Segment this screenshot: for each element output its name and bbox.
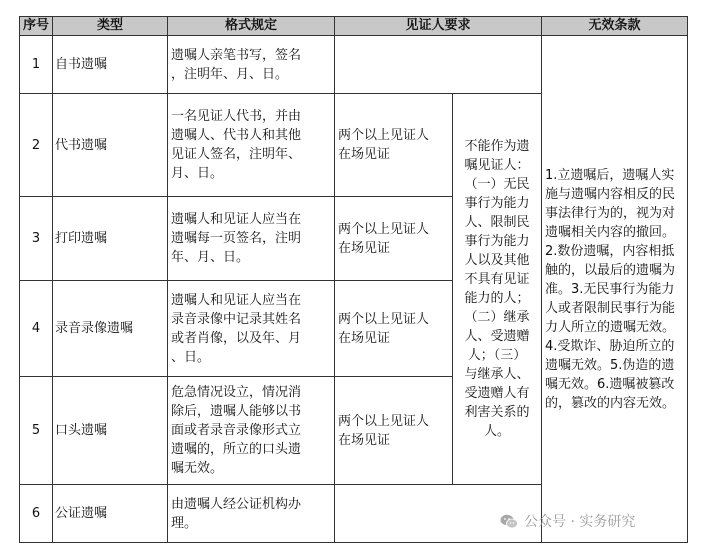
row-seq: 6: [20, 485, 53, 543]
watermark: [500, 511, 635, 531]
row-format: 危急情况设立，情况消 除后，遗嘱人能够以书 面或者录音录像形式立 遗嘱的，所立的口头遗 嘱无效。: [168, 377, 335, 485]
will-types-table: [19, 16, 688, 543]
row-seq: 5: [20, 377, 53, 485]
row-type: 自书遗嘱: [53, 36, 168, 94]
row-witness: 两个以上见证人 在场见证: [335, 281, 453, 377]
row-type: 代书遗嘱: [53, 94, 168, 197]
header-type: 类型: [53, 17, 168, 36]
row-witness: 两个以上见证人 在场见证: [335, 377, 453, 485]
row-format: 遗嘱人和见证人应当在 录音录像中记录其姓名 或者肖像，以及年、月 、日。: [168, 281, 335, 377]
header-format: 格式规定: [168, 17, 335, 36]
watermark-text: 公众号 · 实务研究: [524, 514, 636, 530]
header-row: [20, 17, 688, 36]
invalid-terms-cell: 1.立遗嘱后，遗嘱人实施与遗嘱内容相反的民事法律行为的，视为对遗嘱相关内容的撤回。2.数份遗嘱，内容相抵触的，以最后的遗嘱为准。3.无民事行为能力人或者限制民事行为能力人所立的遗嘱无效。4.受欺诈、胁迫所立的遗嘱无效。5.伪造的遗嘱无效。6.遗嘱被篡改的，篡改的内容无效。: [542, 36, 688, 543]
row-type: 口头遗嘱: [53, 377, 168, 485]
row-type: 录音录像遗嘱: [53, 281, 168, 377]
row-witness: [335, 36, 542, 94]
row-witness: 两个以上见证人 在场见证: [335, 94, 453, 197]
row-type: 打印遗嘱: [53, 197, 168, 281]
header-seq: 序号: [20, 17, 53, 36]
row-format: 由遗嘱人经公证机构办 理。: [168, 485, 335, 543]
witness-restriction-cell: 不能作为遗 嘱见证人： （一）无民 事行为能力 人、限制民 事行为能力 人以及其他 不具有见证 能力的人； （二）继承 人、受遗赠 人；（三） 与继承人、 受遗赠人有 利害关系的 人。: [453, 94, 542, 485]
row-seq: 1: [20, 36, 53, 94]
wechat-icon: [500, 514, 518, 529]
row-seq: 2: [20, 94, 53, 197]
header-witness: 见证人要求: [335, 17, 542, 36]
row-seq: 4: [20, 281, 53, 377]
row-seq: 3: [20, 197, 53, 281]
row-format: 遗嘱人和见证人应当在 遗嘱每一页签名，注明 年、月、日。: [168, 197, 335, 281]
row-witness: 两个以上见证人 在场见证: [335, 197, 453, 281]
row-format: 一名见证人代书，并由 遗嘱人、代书人和其他 见证人签名，注明年、 月、日。: [168, 94, 335, 197]
row-format: 遗嘱人亲笔书写，签名 ，注明年、月、日。: [168, 36, 335, 94]
header-invalid: 无效条款: [542, 17, 688, 36]
row-type: 公证遗嘱: [53, 485, 168, 543]
table-row: [20, 36, 688, 94]
